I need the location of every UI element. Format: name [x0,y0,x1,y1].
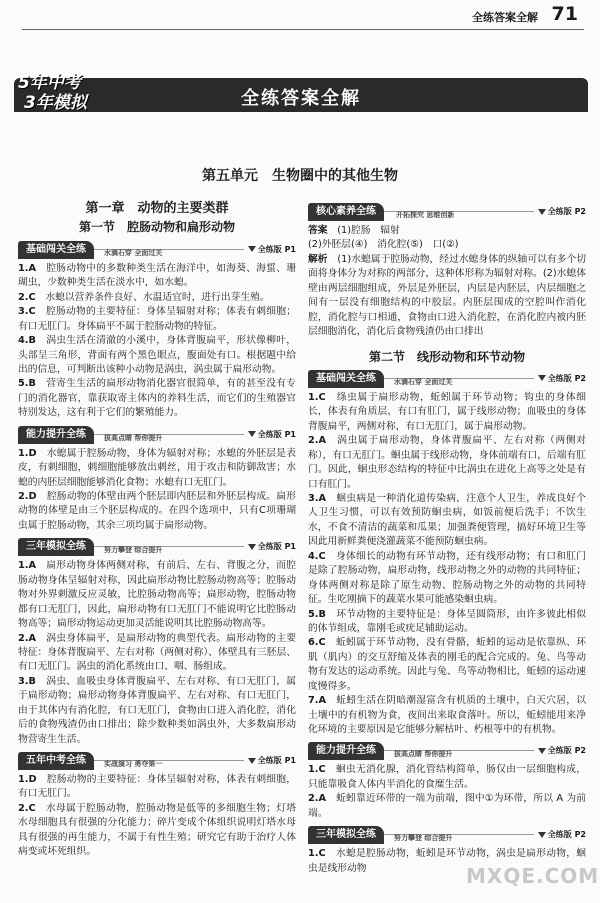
answer-key: 3.A [308,493,327,504]
section-header [18,426,296,444]
edition-ref: 全练版 P1 [244,243,296,257]
left-column [18,198,296,860]
header-title: 全练答案全解 [472,11,538,24]
edition-ref: 全练版 P1 [244,754,296,768]
edition-ref: 全练版 P2 [534,828,586,842]
section-header [18,752,296,770]
triangle-icon [538,748,546,754]
answer-item [18,291,296,305]
section-header [18,538,296,556]
answer-explanation: 蚯蚓生活在阴暗潮湿富含有机质的土壤中，白天穴居，以土壤中的有机物为食，夜间出来取食落叶。所以，蚯蚓能用来净化环境的主要原因是它能够分解枯叶、朽根等中的有机物。 [308,695,587,735]
answer-item [308,763,586,792]
answer-explanation: 蚯蚓属于环节动物，没有骨骼，蚯蚓的运动是依靠纵、环肌（肌内）的交互舒缩及体表的刚毛的配合完成的。兔、鸟等动物有发达的运动系统。因此与兔、鸟等动物相比，蚯蚓的运动速度慢得多。 [308,637,587,692]
answer-explanation: 蛔虫病是一种消化道传染病，注意个人卫生，养成良好个人卫生习惯，可以有效预防蛔虫病，如饭前便后洗手；不饮生水，不食不清洁的蔬菜和瓜果；加强粪便管理，搞好环境卫生等 因此用新鲜粪便浇灌蔬菜不能预防蛔虫病。 [308,493,596,548]
section-tab: 三年模拟全练 [18,538,94,556]
section-header-core [308,203,586,221]
answer-key: 1.C [308,848,326,860]
section-title: 第二节 线形动物和环节动物 [368,349,525,364]
page-number: 71 [551,3,578,25]
answer-item [308,694,586,737]
edition-ref: 全练版 P1 [244,540,296,554]
answer-key: 2.A [308,793,327,805]
answer-explanation: 蛔虫无消化腺，消化管结构简单，肠仅由一层细胞构成，只能靠吸食人体内半消化的食糜生活。 [308,764,587,790]
section-tab: 基础闯关全练 [18,241,94,259]
answer-item [18,490,296,533]
answer-key: 1.D [18,447,37,459]
answer-key: 2.C [18,291,36,303]
answer-key: 1.C [308,764,326,776]
triangle-icon [248,544,256,550]
section-subtitle: 开拓探究 思维创新 [396,211,455,219]
answer-item [308,792,586,821]
section-subtitle: 努力攀登 综合提升 [104,546,163,555]
banner-title: 全练答案全解 [241,88,361,109]
answer-key: 2.A [18,632,37,644]
answer-item [308,391,586,434]
answer-item [18,305,296,334]
answer-key: 3.B [18,675,36,687]
edition-ref: 全练版 P2 [534,372,586,386]
answer-key: 2.A [308,435,327,447]
answer-key: 1.C [308,391,326,403]
answer-key: 1.A [18,560,37,572]
answer-explanation: 涡虫身体扁平，是扁形动物的典型代表。扁形动物的主要特征：身体背腹扁平、左右对称（两侧对称）、体壁具有三胚层、有口无肛门。涡虫的消化系统由口、咽、肠组成。 [18,632,297,673]
answer-item [18,377,296,420]
answer-key: 4.C [308,550,326,562]
chapter-title: 第一章 动物的主要类群 [85,201,229,216]
triangle-icon [248,246,256,252]
triangle-icon [538,832,546,838]
section-tab: 能力提升全练 [18,426,94,444]
edition-ref: 全练版 P1 [244,428,296,442]
header-rule [22,29,584,30]
section-subtitle: 实战演习 勇夺第一 [104,760,163,768]
answer-key: 2.D [18,491,37,502]
answer-explanation: 涡虫生活在清澈的小溪中，身体背腹扁平，形状像柳叶，头部呈三角形，背面有两个黑色眼点，腹面处有口。根据题中给出的信息，可判断出该种小动物是涡虫，涡虫属于扁形动物。 [18,335,297,375]
section-subtitle: 水滴石穿 全面过关 [104,248,163,257]
answer-explanation: 腔肠动物的主要特征：身体呈辐射对称，体表有刺细胞，有口无肛门。 [18,774,297,800]
section-header [18,241,296,259]
answer-line: 答案 (1)腔肠 辐射 [308,225,400,236]
section-header [308,742,586,760]
answer-item [18,632,296,675]
answer-item [308,550,586,608]
answer-explanation: 身体细长的动物有环节动物，还有线形动物；有口和肛门是除了腔肠动物，扁形动物，线形动物之外的动物的共同特征；身体两侧对称是除了原生动物、腔肠动物之外的动物的共同特征。生吃刚摘下的蔬菜水果可能感染蛔虫病。 [308,550,587,606]
answer-explanation: 水螅属于腔肠动物，身体为辐射对称；水螅的外胚层是表皮，有刺细胞，刺细胞能够放出刺丝，用于攻击和防御敌害；水螅的内胚层细胞能够消化食物；水螅有口无肛门。 [18,447,297,488]
answer-explanation: 腔肠动物的体壁由两个胚层即内胚层和外胚层构成。扁形动物的体壁是由三个胚层构成的。在四个选项中，只有C项珊瑚虫属于腔肠动物，其余三项均属于扁形动物。 [18,491,297,531]
title-banner [14,73,588,113]
answer-item [308,434,586,492]
answer-item [308,608,586,637]
answer-item [18,262,296,291]
answer-explanation: 绦虫属于扁形动物，蚯蚓属于环节动物；钩虫的身体细长，体表有角质层，有口有肛门，属于线形动物；血吸虫的身体背腹扁平，两侧对称，有口无肛门，属于扁形动物。 [308,391,586,432]
answer-explanation: 扁形动物身体两侧对称，有前后、左右、背腹之分，而腔肠动物身体呈辐射对称，因此扁形动物比腔肠动物高等；腔肠动物对外界刺激反应灵敏，比腔肠动物高等；扁形动物，腔肠动物都有口无肛门，因此，扁形动物有口无肛门不能说明它比腔肠动物高等；扁形动物运动更加灵活能说明其比腔肠动物高等。 [18,560,297,630]
answer-item [18,447,296,490]
answer-explanation: 腔肠动物的主要特征：身体呈辐射对称；体表有刺细胞；有口无肛门。身体扁平不属于腔肠动物的特征。 [18,306,297,332]
answer-key: 1.D [18,774,37,785]
logo-line-1: 5年中考 [18,73,81,93]
answer-item [18,675,296,747]
section-tab: 核心素养全练 [308,203,384,221]
logo-line-2: 3年模拟 [24,93,87,113]
answer-item [308,492,596,550]
section-subtitle: 拔高点睛 帮你提升 [394,750,453,759]
answer-key: 7.A [308,695,327,707]
answer-key: 6.C [308,637,326,649]
answer-explanation: 水母属于腔肠动物，腔肠动物是低等的多细胞生物；灯塔水母细胞具有很强的分化能力；碎片变成个体组织说明灯塔水母具有很强的再生能力，不属于有性生殖；研究它有助于治疗人体病变或坏死组织。 [18,802,297,858]
analysis-text: 解析 (1)水螅属于腔肠动物，经过水螅身体的纵轴可以有多个切面将身体分为对称的两部分，这种体形称为辐射对称。(2)水螅体壁由两层细胞组成，外层是外胚层，内层是内胚层，内层细胞之间有一层没有细胞结构的中胶层。内胚层围成的空腔叫作消化腔，消化腔与口相通，食物由口进入消化腔，在消化腔内被内胚层细胞消化，消化后食物残渣仍由口排出 [308,253,587,338]
edition-ref: 全练版 P2 [534,744,586,758]
section-tab: 三年模拟全练 [308,826,384,844]
answer-explanation: 涡虫、血吸虫身体背腹扁平、左右对称、有口无肛门，属于扁形动物；扁形动物身体背腹扁平、左右对称、有口无肛门，由于其体内有消化腔，有口无肛门，食物由口进入消化腔，消化后的食物残渣仍由口排出；除少数种类如涡虫外，大多数扁形动物营寄生生活。 [18,675,297,745]
answer-item [18,802,296,860]
answer-line: (2)外胚层(④) 消化腔(⑤) 口(②) [308,239,459,251]
answer-item [308,636,586,694]
section-header [308,826,586,844]
section-tab: 五年中考全练 [18,752,94,770]
section-subtitle: 水滴石穿 全面过关 [394,377,453,386]
page-header [0,0,600,30]
answer-item [18,559,296,631]
answer-explanation: 蚯蚓靠近环带的一端为前端，图中①为环带，所以 A 为前端。 [308,793,587,819]
answer-key: 4.B [18,335,36,347]
unit-title: 第五单元 生物圈中的其他生物 [202,168,398,184]
answer-item [18,334,296,377]
answer-key: 5.B [18,378,36,390]
answer-explanation: 环节动物的主要特征是：身体呈圆筒形，由许多彼此相似的体节组成，靠刚毛或疣足辅助运动。 [308,608,587,634]
answer-key: 2.C [18,802,36,814]
answer-explanation: 涡虫属于扁形动物，身体背腹扁平、左右对称（两侧对称），有口无肛门。蛔虫属于线形动物，身体前端有口，后端有肛门。因此，蛔虫形态结构的特征中比涡虫在进化上高等之处是有口有肛门。 [308,435,586,490]
section-subtitle: 努力攀登 综合提升 [394,834,453,843]
section-subtitle: 拔高点睛 帮你提升 [104,433,163,442]
section-tab: 基础闯关全练 [308,370,384,388]
section-header [308,370,586,388]
watermark: MXQE.COM [466,864,600,888]
triangle-icon [248,758,256,764]
triangle-icon [538,209,546,215]
answer-explanation: 腔肠动物中的多数种类生活在海洋中，如海葵、海蜇、珊瑚虫，少数种类生活在淡水中，如水螅。 [18,262,297,289]
triangle-icon [248,431,256,437]
answer-key: 1.A [18,262,37,274]
answer-item [18,773,296,802]
section-tab: 能力提升全练 [308,742,384,760]
edition-ref: 全练版 P2 [534,205,586,219]
answer-key: 3.C [18,306,36,318]
answer-explanation: 水螅以营养条件良好、水温适宜时，进行出芽生殖。 [45,291,270,303]
answer-key: 5.B [308,608,326,620]
section-title: 第一节 腔肠动物和扁形动物 [78,220,235,235]
answer-explanation: 水螅是腔肠动物，蚯蚓是环节动物，涡虫是扁形动物，蛔虫是线形动物 [308,848,587,874]
triangle-icon [538,375,546,381]
answer-explanation: 营寄生生活的扁形动物消化器官很简单，有的甚至没有专门的消化器官，靠获取寄主体内的养料生活，而它们的生殖器官特别发达，这有利于它们的繁殖能力。 [18,378,297,419]
right-column [308,198,596,876]
